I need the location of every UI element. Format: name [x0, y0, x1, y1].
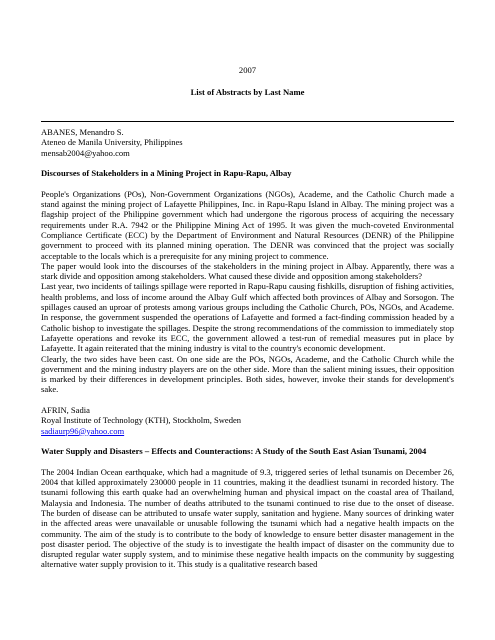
abstract-paragraph: Clearly, the two sides have been cast. On one side are the POs, NGOs, Academe, and the Catholic Church while the government and the mining industry players are on the other side. More than the salient mining issues, their opposition is marked by their differences in development principles. Both sides, however, invoke their stands for development's sake.	[41, 353, 454, 395]
author-affiliation: Royal Institute of Technology (KTH), Stockholm, Sweden	[41, 415, 242, 426]
author-name: AFRIN, Sadia	[41, 405, 90, 416]
abstract-title: Discourses of Stakeholders in a Mining Project in Rapu-Rapu, Albay	[41, 168, 292, 179]
abstract-paragraph: The 2004 Indian Ocean earthquake, which had a magnitude of 9.3, triggered series of lethal tsunamis on December 26, 2004 that killed approximately 230000 people in 11 countries, making it the deadliest tsunami in recorded history. The tsunami following this earth quake had an overwhelming human and physical impact on the coastal area of Thailand, Malaysia and Indonesia. The number of deaths attributed to the tsunami continued to rise due to the onset of disease. The burden of disease can be attributed to unsafe water supply, sanitation and hygiene. Many sources of drinking water in the affected areas were unavailable or unusable following the tsunami which had a negative health impacts on the community. The aim of the study is to contribute to the body of knowledge to ensure better disaster management in the post disaster period. The objective of the study is to investigate the health impact of disaster on the community due to disrupted regular water supply system, and to minimise these negative health impacts on the community by suggesting alternative water supply provision to it. This study is a qualitative research based	[41, 466, 454, 570]
author-email: mensab2004@yahoo.com	[41, 147, 130, 158]
author-name: ABANES, Menandro S.	[41, 127, 124, 137]
list-title: List of Abstracts by Last Name	[190, 87, 305, 97]
author-affiliation: Ateneo de Manila University, Philippines	[41, 137, 183, 148]
abstracts-content	[41, 127, 454, 570]
abstract-paragraph: People's Organizations (POs), Non-Government Organizations (NGOs), Academe, and the Catholic Church made a stand against the mining project of Lafayette Philippines, Inc. in Rapu-Rapu Island in Albay. The mining project was a flagship project of the Philippine government which had undergone the rigorous process of acquiring the necessary requirements under R.A. 7942 or the Philippine Mining Act of 1995. It was given the much-coveted Environmental Compliance Certificate (ECC) by the Department of Environment and Natural Resources (DENR) of the Philippine government to proceed with its planned mining operation. The DENR was convinced that the project was socially acceptable to the locals which is a prerequisite for any mining project to commence.	[41, 188, 454, 261]
abstract-paragraph: The paper would look into the discourses of the stakeholders in the mining project in Albay. Apparently, there was a stark divide and opposition among stakeholders. What caused these divide and opposition among stakeholders?	[41, 260, 454, 282]
horizontal-rule	[41, 121, 454, 122]
abstract-paragraph: Last year, two incidents of tailings spillage were reported in Rapu-Rapu causing fishkills, disruption of fishing activities, health problems, and loss of income around the Albay Gulf which affected both provinces of Albay and Sorsogon. The spillages caused an uproar of protests among various groups including the Catholic Church, POs, NGOs, and Academe. In response, the government suspended the operations of Lafayette and formed a fact-finding commission headed by a Catholic bishop to investigate the spillages. Despite the strong recommendations of the commission to immediately stop Lafayette operations and revoke its ECC, the government allowed a test-run of remedial measures put in place by Lafayette. It again reiterated that the mining industry is vital to the country's economic development.	[41, 281, 454, 354]
document-year: 2007	[238, 65, 257, 75]
author-email-link[interactable]: sadiaurp96@yahoo.com	[41, 425, 125, 436]
abstract-title: Water Supply and Disasters – Effects and Counteractions: A Study of the South East Asian Tsunami, 2004	[41, 446, 427, 457]
